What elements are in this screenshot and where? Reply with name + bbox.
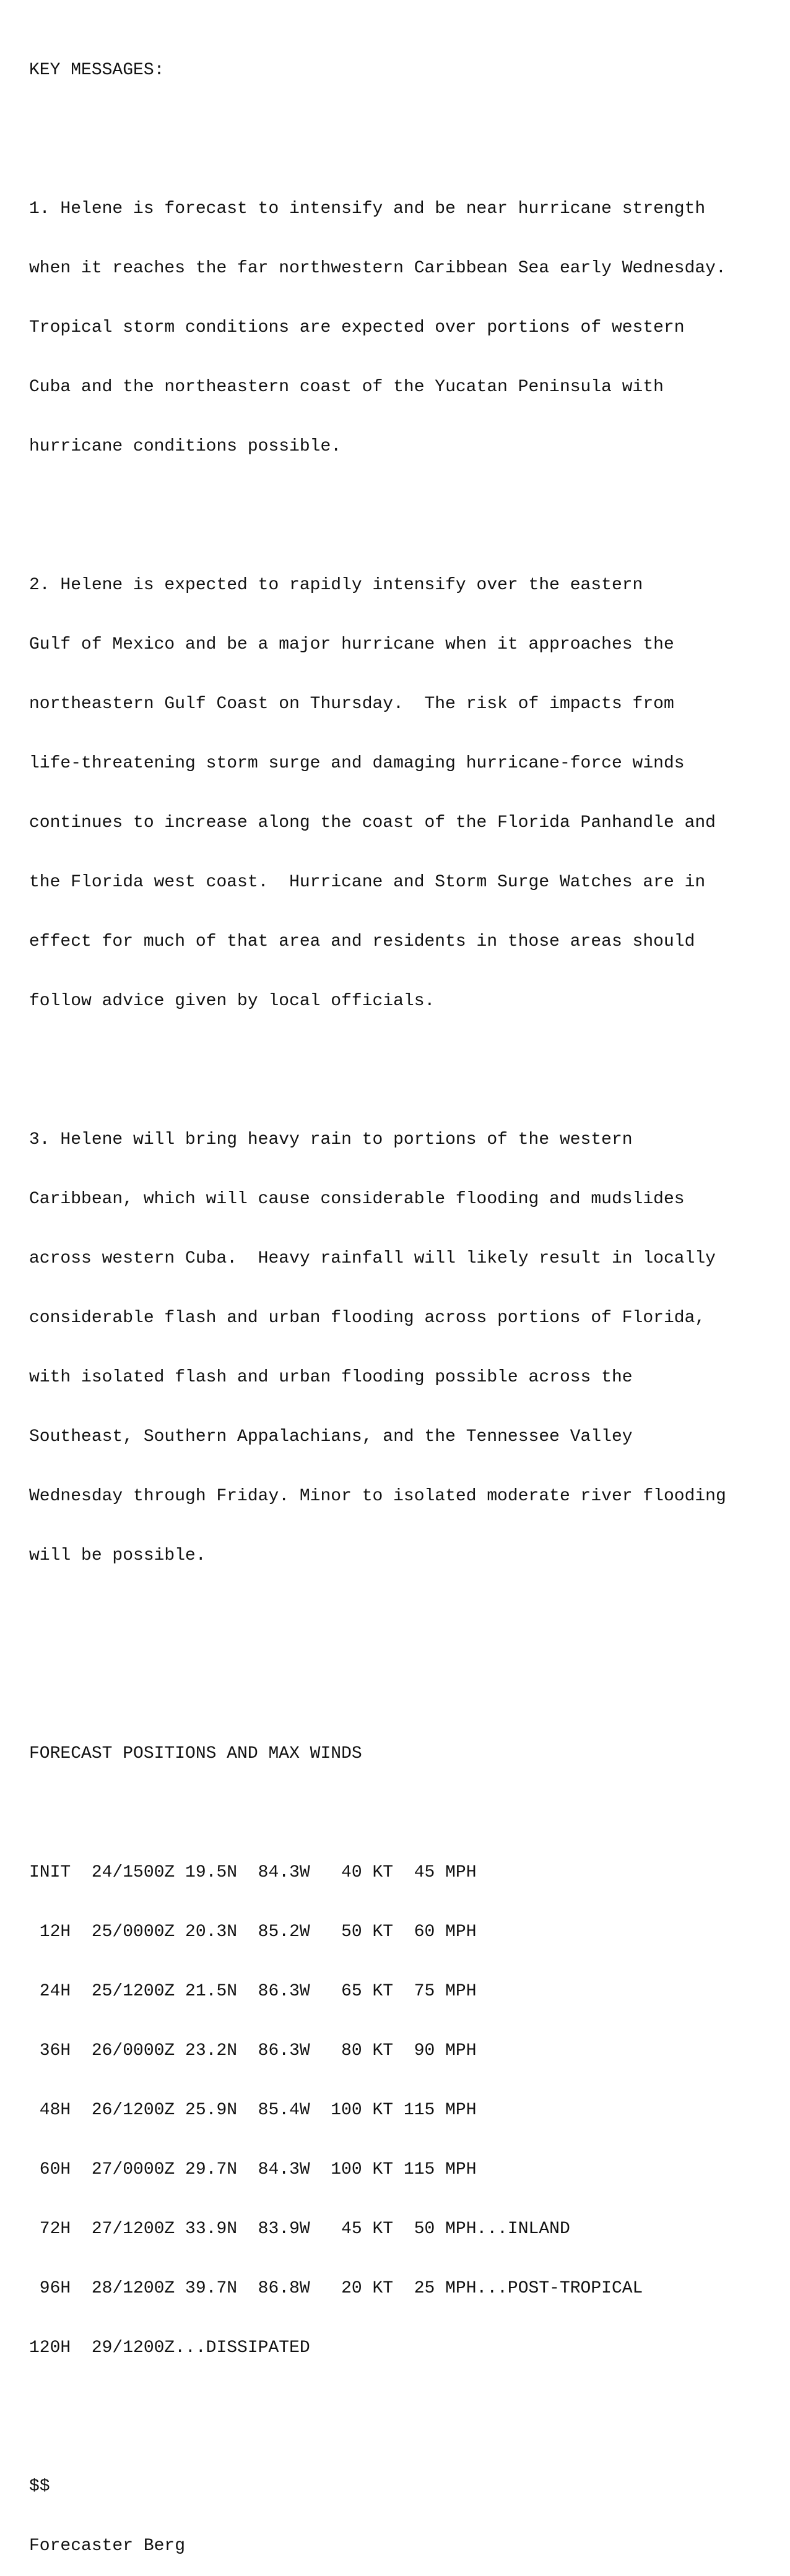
forecast-row: 36H 26/0000Z 23.2N 86.3W 80 KT 90 MPH	[29, 2041, 477, 2060]
forecast-row: 60H 27/0000Z 29.7N 84.3W 100 KT 115 MPH	[29, 2160, 477, 2179]
forecast-row: INIT 24/1500Z 19.5N 84.3W 40 KT 45 MPH	[29, 1863, 477, 1882]
message-2-line: 2. Helene is expected to rapidly intensify over the eastern	[29, 576, 643, 595]
message-3-line: across western Cuba. Heavy rainfall will likely result in locally	[29, 1249, 716, 1268]
forecast-row: 12H 25/0000Z 20.3N 85.2W 50 KT 60 MPH	[29, 1922, 477, 1942]
message-2-line: continues to increase along the coast of the Florida Panhandle and	[29, 813, 716, 832]
blank-line	[29, 120, 726, 140]
forecast-row: 48H 26/1200Z 25.9N 85.4W 100 KT 115 MPH	[29, 2101, 477, 2120]
message-1-line: Tropical storm conditions are expected over portions of western	[29, 318, 685, 337]
message-2-line: life-threatening storm surge and damaging hurricane-force winds	[29, 754, 685, 773]
message-3-line: with isolated flash and urban flooding possible across the	[29, 1368, 633, 1387]
message-2-line: follow advice given by local officials.	[29, 992, 435, 1011]
message-1-line: when it reaches the far northwestern Caribbean Sea early Wednesday.	[29, 259, 726, 278]
blank-line	[29, 496, 726, 516]
forecast-title: FORECAST POSITIONS AND MAX WINDS	[29, 1744, 362, 1763]
message-3-line: considerable flash and urban flooding across portions of Florida,	[29, 1308, 706, 1328]
message-3-line: 3. Helene will bring heavy rain to portions of the western	[29, 1130, 633, 1149]
message-3-line: will be possible.	[29, 1546, 206, 1565]
message-2-line: Gulf of Mexico and be a major hurricane when it approaches the	[29, 635, 674, 654]
message-1-line: 1. Helene is forecast to intensify and be near hurricane strength	[29, 199, 706, 218]
key-messages-heading: KEY MESSAGES:	[29, 61, 165, 80]
forecast-row: 24H 25/1200Z 21.5N 86.3W 65 KT 75 MPH	[29, 1982, 477, 2001]
forecast-row: 96H 28/1200Z 39.7N 86.8W 20 KT 25 MPH...POST-TROPICAL	[29, 2279, 643, 2298]
blank-line	[29, 2398, 726, 2418]
message-3-line: Southeast, Southern Appalachians, and the Tennessee Valley	[29, 1427, 633, 1446]
message-2-line: the Florida west coast. Hurricane and Storm Surge Watches are in	[29, 873, 706, 892]
message-3-line: Wednesday through Friday. Minor to isolated moderate river flooding	[29, 1487, 726, 1506]
blank-line	[29, 1606, 726, 1625]
blank-line	[29, 1051, 726, 1071]
message-2-line: effect for much of that area and residents in those areas should	[29, 932, 695, 951]
message-3-line: Caribbean, which will cause considerable flooding and mudslides	[29, 1190, 685, 1209]
message-2-line: northeastern Gulf Coast on Thursday. The risk of impacts from	[29, 694, 674, 714]
forecast-row: 72H 27/1200Z 33.9N 83.9W 45 KT 50 MPH...INLAND	[29, 2219, 570, 2239]
forecast-discussion	[29, 21, 726, 2576]
message-1-line: Cuba and the northeastern coast of the Yucatan Peninsula with	[29, 378, 664, 397]
blank-line	[29, 1804, 726, 1823]
blank-line	[29, 1665, 726, 1685]
message-1-line: hurricane conditions possible.	[29, 437, 342, 456]
end-marker: $$	[29, 2477, 50, 2496]
forecaster-signature: Forecaster Berg	[29, 2536, 186, 2556]
forecast-row: 120H 29/1200Z...DISSIPATED	[29, 2338, 310, 2358]
